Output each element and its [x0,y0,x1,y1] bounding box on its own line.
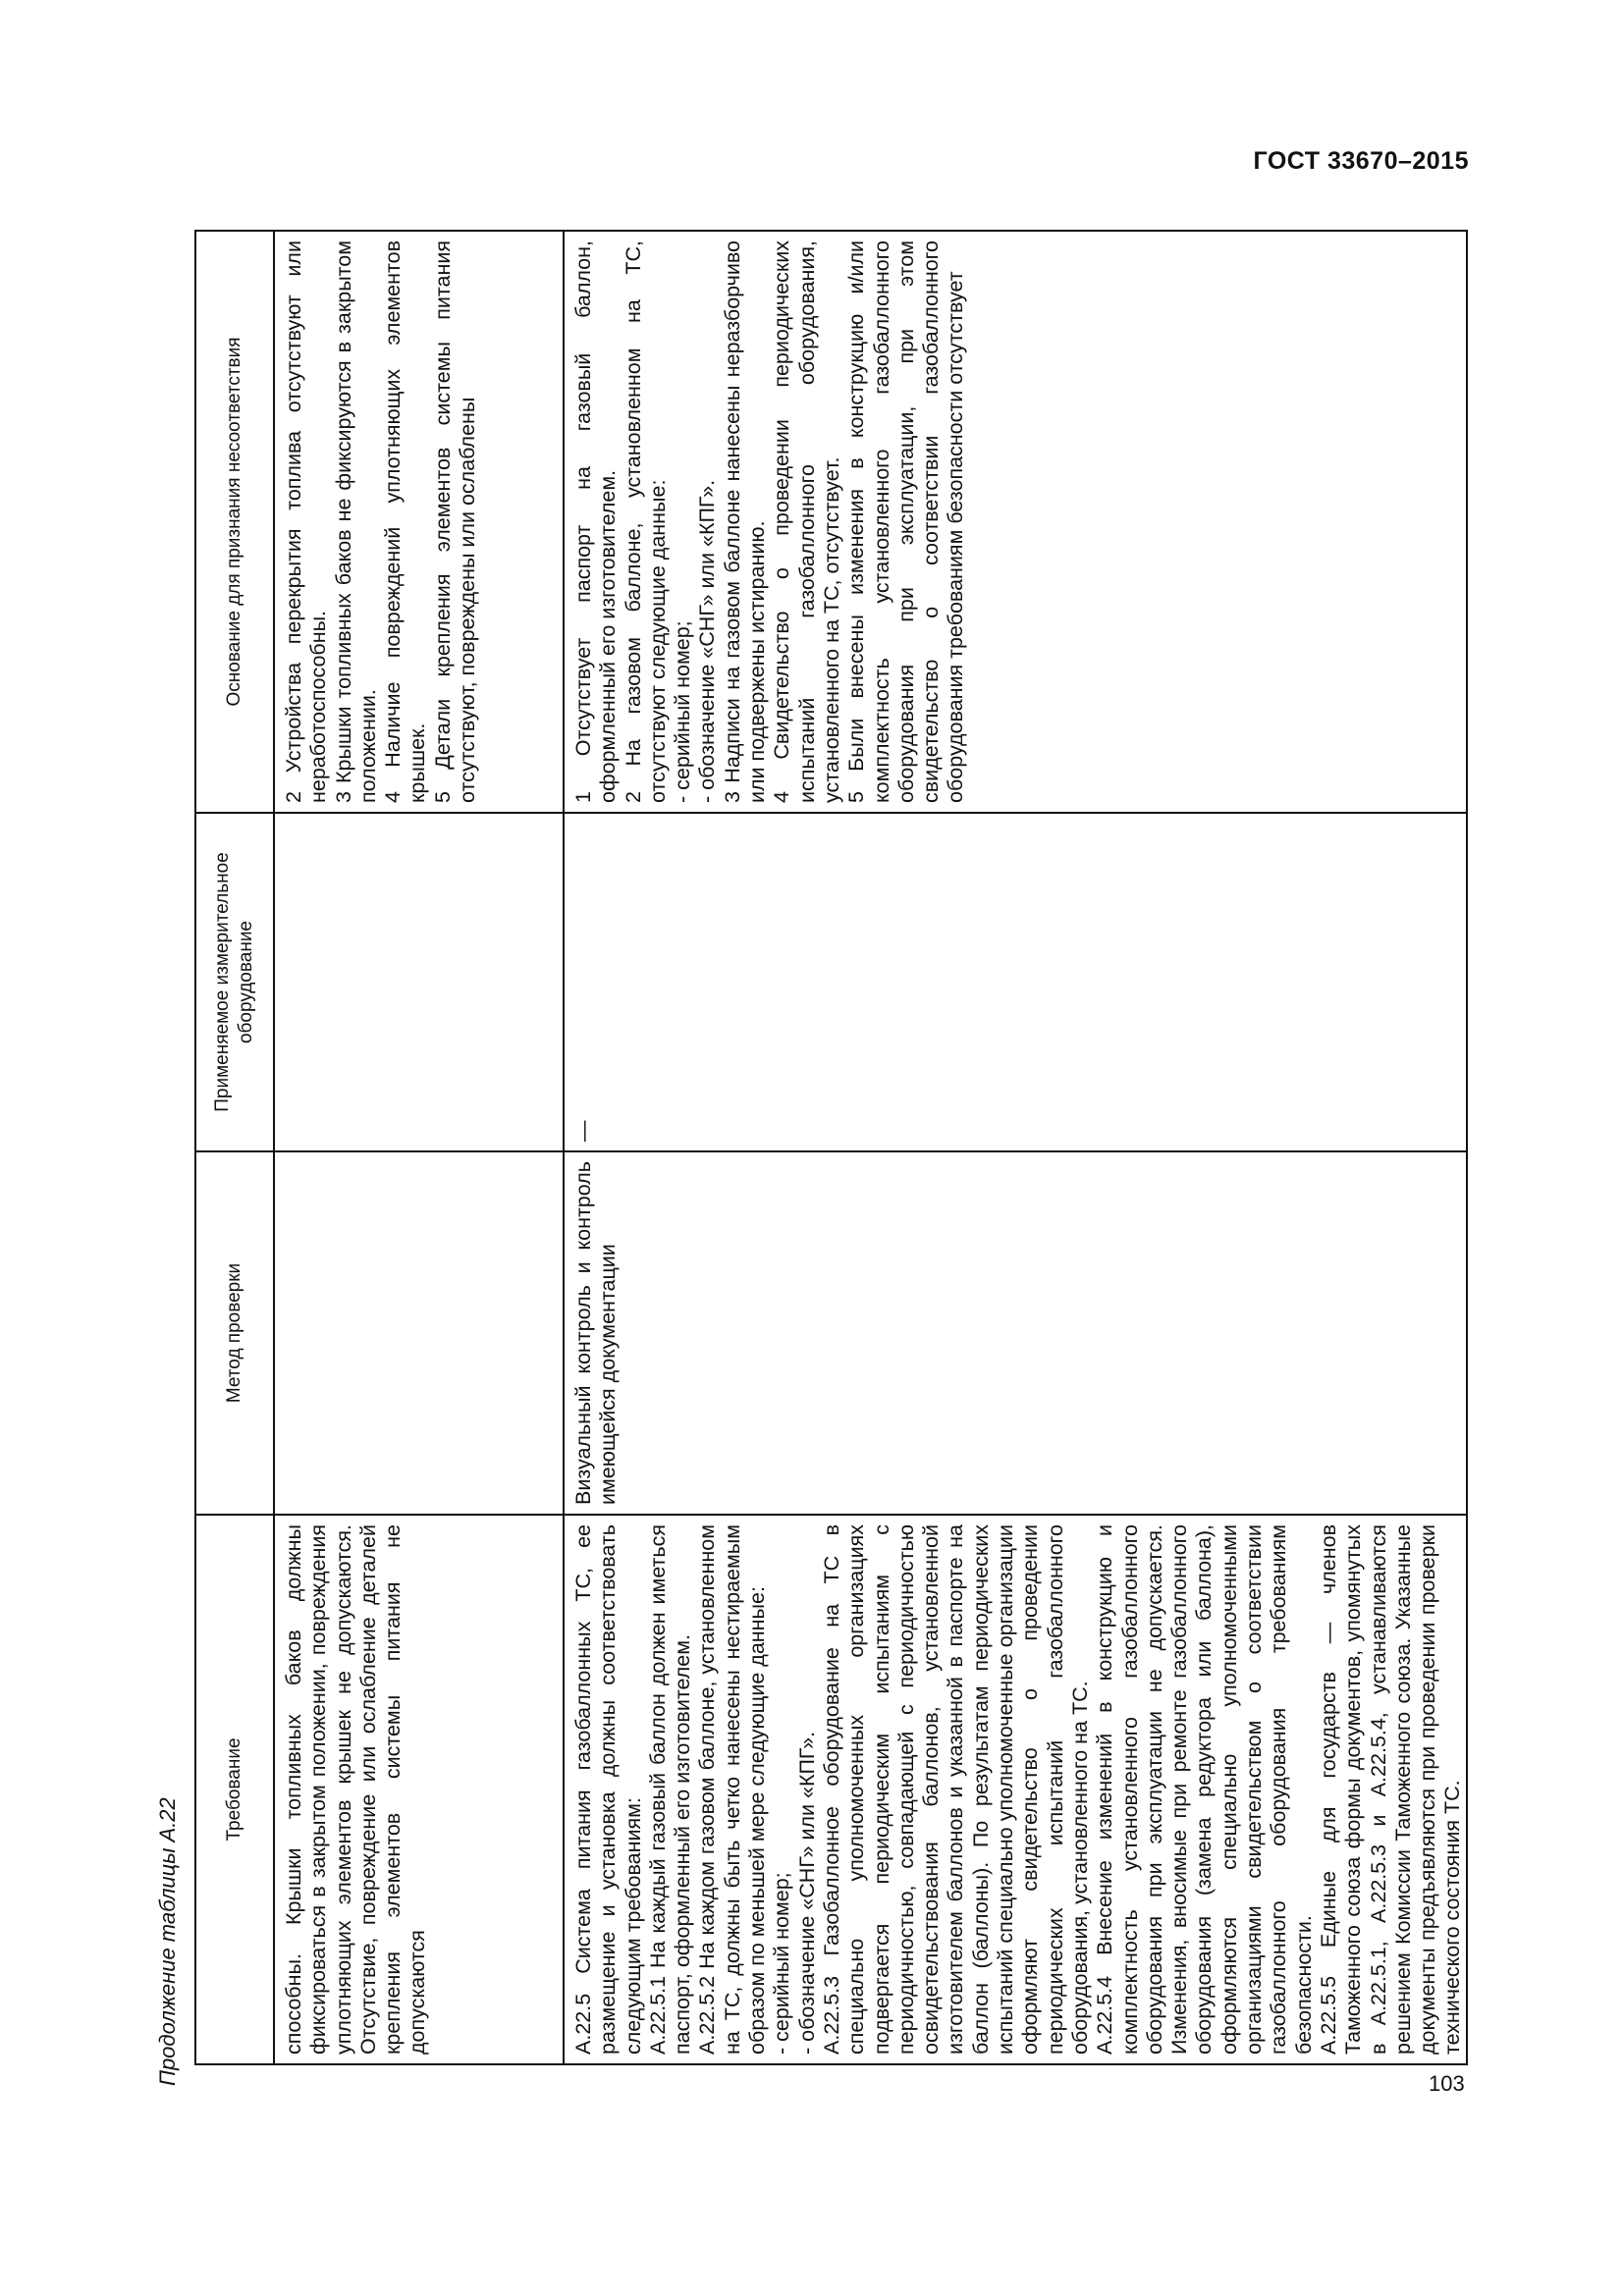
table-header-row [195,231,274,2064]
row1-requirement: способны. Крышки топливных баков должны фиксироваться в закрытом положении, повреждения уплотняющих элементов крышек не допускаются. Отсутствие, повреждение или ослабление деталей крепления элементов системы питания не допускаются [282,1524,430,2055]
row2-ground-item: 5 Были внесены изменения в конструкцию и/или комплектность установленного газобаллонного оборудования при эксплуатации, при этом свидетельство о соответствии газобаллонного оборудования требованиям безопасности отсутствует [844,240,968,803]
row2-ground-item: 2 На газовом баллоне, установленном на ТС, отсутствуют следующие данные: [621,240,670,803]
row2-ground-item: - обозначение «СНГ» или «КПГ». [695,479,720,803]
row2-grounds [565,232,969,812]
header-grounds: Основание для признания несоответствия [195,231,274,813]
requirement-paragraph: А.22.5.1 На каждый газовый баллон должен иметься паспорт, оформленный его изготовителем. [645,1524,695,2055]
row2-equipment-cell [564,813,1467,1151]
header-equipment: Применяемое измерительное оборудование [195,813,274,1151]
requirement-paragraph: - серийный номер; [770,1872,794,2055]
row2-ground-item: 1 Отсутствует паспорт на газовый баллон, оформленный его изготовителем. [571,240,621,803]
row2-requirement-cell [564,1515,1467,2064]
row2-ground-item: 3 Надписи на газовом баллоне нанесены неразборчиво или подвержены истиранию. [720,240,770,803]
requirement-paragraph: А.22.5 Система питания газобаллонных ТС, ее размещение и установка должны соответствовать следующим требованиям: [571,1524,645,2055]
rotated-table-wrapper [194,232,1463,2065]
row1-grounds-cell [274,231,564,813]
header-requirement: Требование [195,1515,274,2064]
row1-ground-item: 2 Устройства перекрытия топлива отсутствуют или неработоспособны. [282,240,331,803]
row2-ground-item: 4 Свидетельство о проведении периодических испытаний газобаллонного оборудования, установленного на ТС, отсутствует. [770,240,843,803]
row1-method [275,1152,282,1514]
table-caption: Продолжение таблицы А.22 [155,1797,180,2086]
row1-method-cell [274,1151,564,1515]
row2-ground-item: - серийный номер; [671,620,695,803]
row1-ground-item: 5 Детали крепления элементов системы питания отсутствуют, повреждены или ослаблены [430,240,480,803]
row1-requirement-cell [274,1515,564,2064]
row2-requirement [565,1516,1466,2063]
requirement-paragraph: А.22.5.2 На каждом газовом баллоне, установленном на ТС, должны быть четко нанесены нестираемым образом по меньшей мере следующие данные: [695,1524,770,2055]
table-row [564,231,1467,2064]
requirement-paragraph: А.22.5.5 Единые для государств — членов Таможенного союза формы документов, упомянутых в А.22.5.1, А.22.5.3 и А.22.5.4, устанавливаются решением Комиссии Таможенного союза. Указанные документы предъявляются при проведении проверки технического состояния ТС. [1316,1524,1465,2055]
row2-grounds-cell [564,231,1467,813]
row2-method: Визуальный контроль и контроль имеющейся документации [571,1161,621,1505]
row1-ground-item: 4 Наличие повреждений уплотняющих элементов крышек. [381,240,430,803]
row1-grounds [275,232,480,812]
requirement-paragraph: А.22.5.4 Внесение изменений в конструкцию и комплектность установленного газобаллонного оборудования при эксплуатации не допускается. Изменения, вносимые при ремонте газобаллонного оборудования (замена редуктора или баллона), оформляются специально уполномоченными организациями свидетельством о соответствии газобаллонного оборудования требованиям безопасности. [1093,1524,1316,2055]
header-method: Метод проверки [195,1151,274,1515]
requirements-table [194,230,1468,2065]
row1-equipment-cell [274,813,564,1151]
table-row [274,231,564,2064]
row1-equipment [275,814,282,1150]
row2-equipment: — [571,1120,595,1142]
document-id: ГОСТ 33670–2015 [1253,147,1469,175]
requirement-paragraph: А.22.5.3 Газобаллонное оборудование на ТС в специально уполномоченных организациях подвергается периодическим испытаниям с периодичностью, совпадающей с периодичностью освидетельствования баллонов, установленной изготовителем баллонов и указанной в паспорте на баллон (баллоны). По результатам периодических испытаний специально уполномоченные организации оформляют свидетельство о проведении периодических испытаний газобаллонного оборудования, установленного на ТС. [819,1524,1092,2055]
row1-ground-item: 3 Крышки топливных баков не фиксируются в закрытом положении. [331,240,380,803]
page-number: 103 [1429,2071,1465,2096]
row2-method-cell [564,1151,1467,1515]
requirement-paragraph: - обозначение «СНГ» или «КПГ». [794,1731,819,2055]
